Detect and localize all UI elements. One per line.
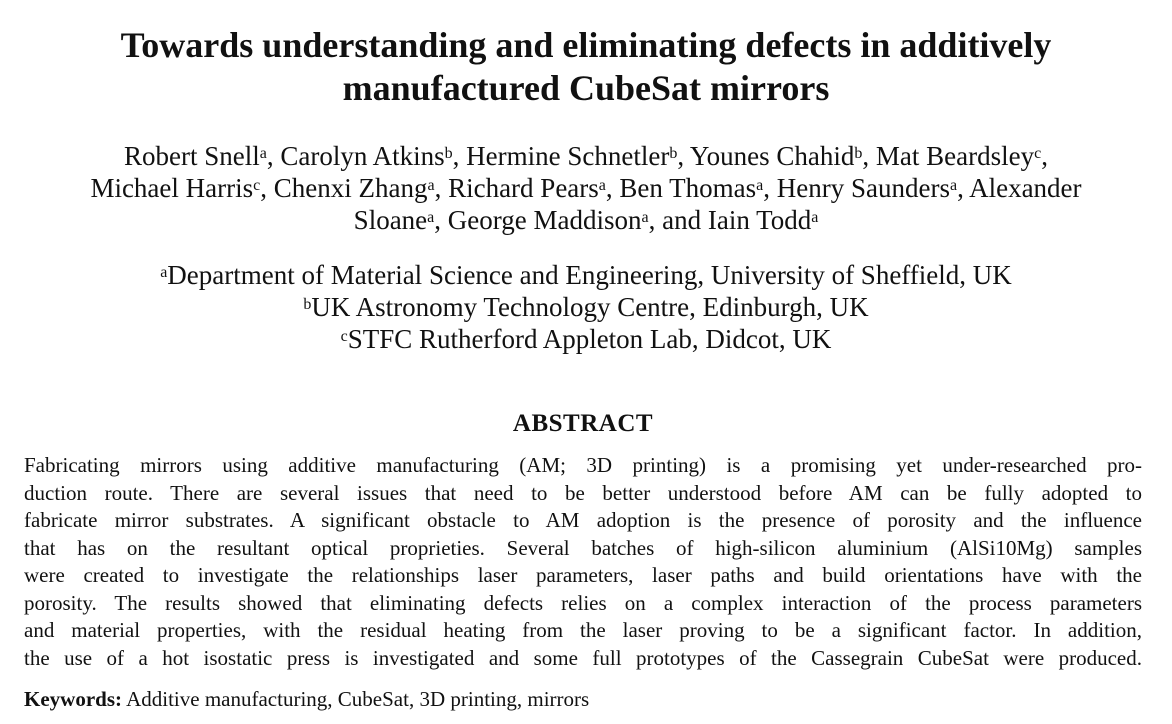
author: Carolyn Atkins$^b$, — [280, 141, 467, 171]
abstract-line: and material properties, with the residual heating from the laser proving to be a significant factor. In addition, — [24, 618, 1142, 642]
title-line: manufactured CubeSat mirrors — [342, 68, 830, 108]
keywords-label: Keywords: — [24, 687, 122, 711]
keywords-text: Additive manufacturing, CubeSat, 3D printing, mirrors — [126, 687, 590, 711]
title-line: Towards understanding and eliminating defects in additively — [120, 25, 1052, 65]
abstract-line: were created to investigate the relationships laser parameters, laser paths and build orientations have with the — [24, 563, 1142, 587]
affiliation: $^b$UK Astronomy Technology Centre, Edinburgh, UK — [303, 292, 869, 322]
abstract-heading: ABSTRACT — [512, 410, 654, 437]
abstract-text — [24, 452, 1142, 672]
author-list — [24, 140, 1148, 236]
author: Iain Todd$^a$ — [707, 205, 819, 235]
abstract-line: fabricate mirror substrates. A significant obstacle to AM adoption is the presence of porosity and the influence — [24, 508, 1142, 532]
abstract-line: that has on the resultant optical proprieties. Several batches of high-silicon aluminium (AlSi10Mg) samples — [24, 535, 1142, 560]
paper-title — [20, 24, 1152, 110]
abstract-line: duction route. There are several issues that need to be better understood before AM can be fully adopted to — [24, 480, 1142, 505]
author-line — [24, 204, 1148, 236]
author: Sloane$^a$, — [353, 205, 448, 235]
affiliation: $^c$STFC Rutherford Appleton Lab, Didcot, UK — [340, 324, 832, 354]
author: Richard Pears$^a$, — [448, 173, 620, 203]
author: Robert Snell$^a$, — [124, 141, 281, 171]
affiliation: $^a$Department of Material Science and Engineering, University of Sheffield, UK — [160, 260, 1012, 290]
author: George Maddison$^a$, and — [447, 205, 708, 235]
author: Chenxi Zhang$^a$, — [273, 173, 449, 203]
author: Henry Saunders$^a$, — [776, 173, 970, 203]
author: Mat Beardsley$^c$, — [875, 141, 1048, 171]
author: Ben Thomas$^a$, — [619, 173, 777, 203]
affiliation-list — [24, 259, 1148, 355]
author-line — [24, 172, 1148, 204]
author: Hermine Schnetler$^b$, — [466, 141, 690, 171]
abstract-line: Fabricating mirrors using additive manufacturing (AM; 3D printing) is a promising yet under-researched pro- — [24, 453, 1142, 477]
abstract-line: the use of a hot isostatic press is investigated and some full prototypes of the Cassegrain CubeSat were produced. — [24, 645, 1142, 670]
keywords — [24, 685, 1142, 713]
abstract-line: porosity. The results showed that eliminating defects relies on a complex interaction of the process parameters — [24, 590, 1142, 615]
author-line — [24, 140, 1148, 172]
author: Younes Chahid$^b$, — [689, 141, 876, 171]
author: Alexander — [969, 173, 1082, 203]
author: Michael Harris$^c$, — [90, 173, 274, 203]
